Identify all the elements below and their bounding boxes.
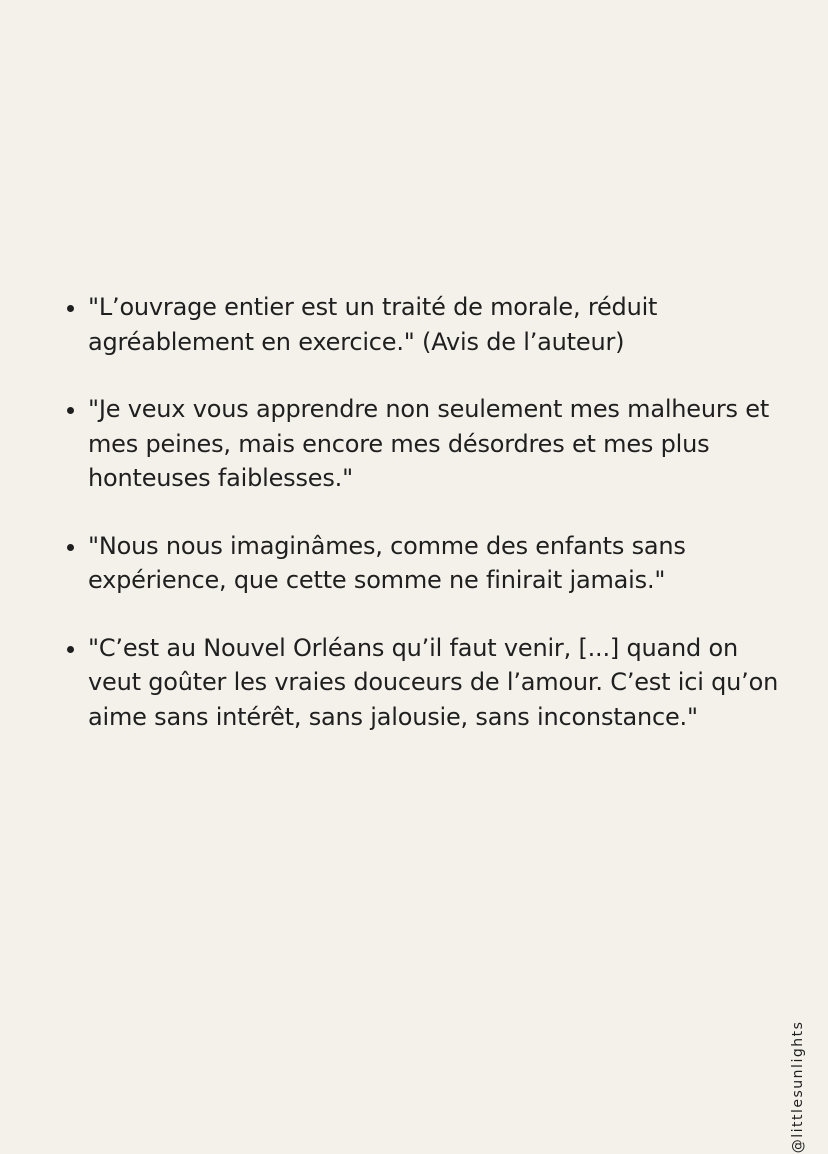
- bullet-dot-icon: [67, 544, 74, 551]
- bullet-dot-icon: [67, 305, 74, 312]
- quote-list: [62, 290, 782, 767]
- quote-text: "L’ouvrage entier est un traité de morale, réduit agréablement en exercice." (Avis de l’auteur): [88, 293, 658, 356]
- bullet-dot-icon: [67, 646, 74, 653]
- watermark-handle: @littlesunlights: [790, 1021, 806, 1154]
- quote-item: [62, 529, 782, 598]
- bullet-dot-icon: [67, 407, 74, 414]
- quote-item: [62, 290, 782, 359]
- quote-item: [62, 631, 782, 735]
- quote-item: [62, 392, 782, 496]
- quote-text: "Je veux vous apprendre non seulement mes malheurs et mes peines, mais encore mes désordres et mes plus honteuses faiblesses.": [88, 395, 770, 492]
- quote-text: "C’est au Nouvel Orléans qu’il faut venir, [...] quand on veut goûter les vraies douceurs de l’amour. C’est ici qu’on aime sans intérêt, sans jalousie, sans inconstance.": [88, 633, 779, 731]
- quote-text: "Nous nous imaginâmes, comme des enfants sans expérience, que cette somme ne finirait jamais.": [88, 531, 686, 594]
